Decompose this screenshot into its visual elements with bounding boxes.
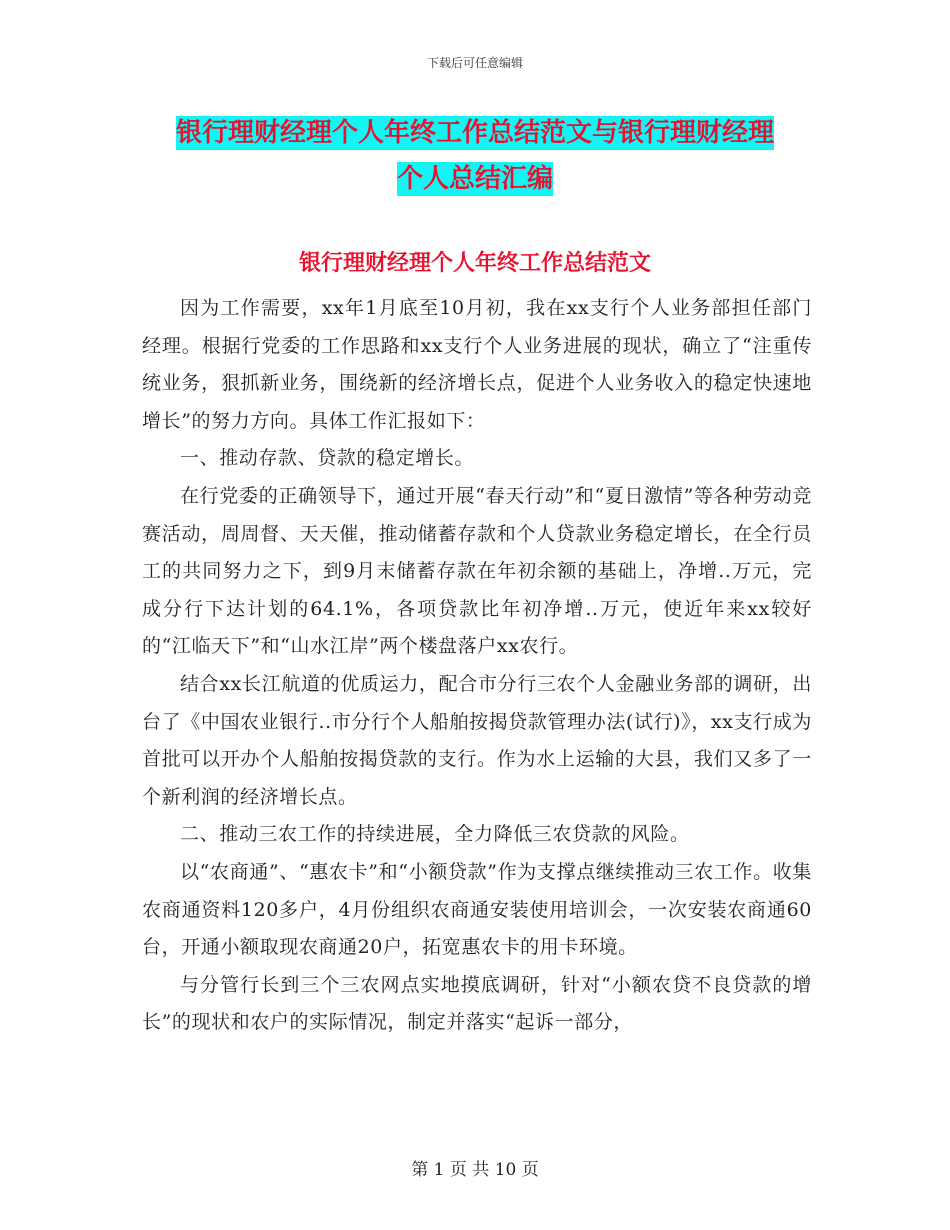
paragraph: 因为工作需要，xx年1月底至10月初，我在xx支行个人业务部担任部门经理。根据行党委的工作思路和xx支行个人业务进展的现状，确立了“注重传统业务，狠抓新业务，围绕新的经济增长点，促进个人业务收入的稳定快速地增长”的努力方向。具体工作汇报如下： bbox=[142, 297, 812, 432]
page-number-footer: 第 1 页 共 10 页 bbox=[411, 1160, 539, 1180]
paragraph: 以“农商通”、“惠农卡”和“小额贷款”作为支撑点继续推动三农工作。收集农商通资料120多户，4月份组织农商通安装使用培训会，一次安装农商通60台，开通小额取现农商通20户，拓宽惠农卡的用卡环境。 bbox=[142, 860, 812, 959]
document-title bbox=[140, 110, 810, 202]
paragraph: 结合xx长江航道的优质运力，配合市分行三农个人金融业务部的调研，出台了《中国农业银行..市分行个人船舶按揭贷款管理办法(试行)》，xx支行成为首批可以开办个人船舶按揭贷款的支行。作为水上运输的大县，我们又多了一个新利润的经济增长点。 bbox=[142, 672, 812, 808]
page-header-note: 下载后可任意编辑 bbox=[426, 56, 523, 70]
document-title-line-1: 银行理财经理个人年终工作总结范文与银行理财经理 bbox=[175, 118, 774, 148]
paragraph: 在行党委的正确领导下，通过开展“春天行动”和“夏日激情”等各种劳动竞赛活动，周周督、天天催，推动储蓄存款和个人贷款业务稳定增长，在全行员工的共同努力之下，到9月末储蓄存款在年初余额的基础上，净增..万元，完成分行下达计划的64.1%，各项贷款比年初净增..万元，使近年来xx较好的“江临天下”和“山水江岸”两个楼盘落户xx农行。 bbox=[142, 484, 812, 658]
document-title-line-2: 个人总结汇编 bbox=[396, 164, 553, 194]
document-body bbox=[142, 290, 812, 1042]
paragraph: 一、推动存款、贷款的稳定增长。 bbox=[180, 447, 475, 470]
section-title: 银行理财经理个人年终工作总结范文 bbox=[298, 251, 651, 276]
paragraph: 二、推动三农工作的持续进展，全力降低三农贷款的风险。 bbox=[180, 823, 690, 846]
paragraph: 与分管行长到三个三农网点实地摸底调研，针对“小额农贷不良贷款的增长”的现状和农户的实际情况，制定并落实“起诉一部分， bbox=[142, 973, 812, 1034]
